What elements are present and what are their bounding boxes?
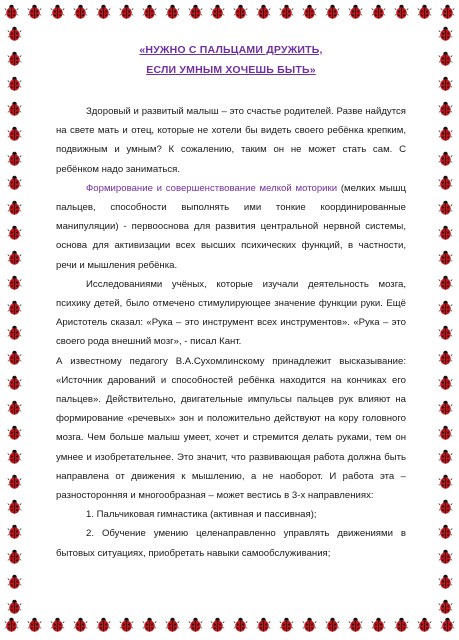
ladybug-icon: [210, 4, 225, 24]
ladybug-icon: [7, 250, 22, 265]
ladybug-icon: [188, 4, 203, 24]
ladybug-icon: [7, 400, 22, 415]
ladybug-icon: [371, 617, 386, 637]
ladybug-icon: [4, 617, 19, 637]
ladybug-icon: [4, 4, 19, 24]
ladybug-icon: [7, 574, 22, 589]
ladybug-icon: [438, 549, 453, 564]
paragraph-motor-skills-text: (мелких мышц пальцев, способности выполнять ими тонкие координированные манипуляции) - первооснова для развития центральной нервной системы, основа для активизации всех высших психических функций, в частности, речи и мышления ребёнка.: [56, 182, 406, 271]
ladybug-icon: [438, 599, 453, 614]
ladybug-border-bottom: [0, 617, 459, 637]
ladybug-icon: [7, 499, 22, 514]
list-item: 1. Пальчиковая гимнастика (активная и пассивная);: [86, 509, 317, 521]
ladybug-border-left: [4, 26, 24, 614]
ladybug-icon: [438, 474, 453, 489]
ladybug-icon: [348, 617, 363, 637]
paragraph-motor-skills: [56, 179, 406, 275]
ladybug-icon: [438, 425, 453, 440]
ladybug-icon: [7, 26, 22, 41]
ladybug-icon: [256, 4, 271, 24]
ladybug-icon: [188, 617, 203, 637]
ladybug-icon: [438, 126, 453, 141]
ladybug-icon: [119, 4, 134, 24]
ladybug-icon: [7, 101, 22, 116]
ladybug-icon: [302, 617, 317, 637]
ladybug-icon: [348, 4, 363, 24]
ladybug-icon: [438, 225, 453, 240]
ladybug-icon: [7, 549, 22, 564]
ladybug-icon: [302, 4, 317, 24]
title-line-2: ЕСЛИ УМНЫМ ХОЧЕШЬ БЫТЬ»: [146, 64, 316, 76]
ladybug-icon: [233, 617, 248, 637]
ladybug-icon: [438, 200, 453, 215]
ladybug-icon: [438, 76, 453, 91]
list-item: 2. Обучение умению целенаправленно управлять движениями в бытовых ситуациях, приобретать навыки самообслуживания;: [56, 528, 406, 559]
ladybug-icon: [279, 4, 294, 24]
ladybug-icon: [233, 4, 248, 24]
ladybug-icon: [96, 4, 111, 24]
ladybug-icon: [7, 126, 22, 141]
ladybug-icon: [438, 101, 453, 116]
ladybug-icon: [7, 51, 22, 66]
ladybug-icon: [438, 400, 453, 415]
ladybug-icon: [7, 151, 22, 166]
ladybug-icon: [7, 325, 22, 340]
ladybug-icon: [440, 617, 455, 637]
ladybug-icon: [7, 275, 22, 290]
ladybug-icon: [7, 425, 22, 440]
ladybug-icon: [438, 524, 453, 539]
ladybug-icon: [438, 51, 453, 66]
ladybug-icon: [165, 617, 180, 637]
ladybug-icon: [440, 4, 455, 24]
ladybug-icon: [142, 617, 157, 637]
ladybug-icon: [142, 4, 157, 24]
ladybug-icon: [7, 225, 22, 240]
ladybug-border-top: [0, 4, 459, 24]
ladybug-icon: [417, 617, 432, 637]
ladybug-icon: [417, 4, 432, 24]
ladybug-icon: [210, 617, 225, 637]
ladybug-icon: [7, 599, 22, 614]
ladybug-icon: [438, 26, 453, 41]
ladybug-icon: [438, 449, 453, 464]
ladybug-icon: [119, 617, 134, 637]
paragraph-research: Исследованиями учёных, которые изучали деятельность мозга, психику детей, было отмечено стимулирующее значение функции руки. Ещё Аристотель сказал: «Рука – это инструмент всех инструментов». «Рука – это своего рода внешний мозг», - писал Кант.: [56, 278, 406, 348]
ladybug-icon: [7, 76, 22, 91]
ladybug-icon: [438, 499, 453, 514]
ladybug-icon: [73, 617, 88, 637]
ladybug-icon: [96, 617, 111, 637]
ladybug-icon: [394, 617, 409, 637]
ladybug-icon: [371, 4, 386, 24]
ladybug-icon: [438, 250, 453, 265]
ladybug-icon: [438, 350, 453, 365]
title-line-1: «НУЖНО С ПАЛЬЦАМИ ДРУЖИТЬ,: [139, 44, 323, 56]
ladybug-icon: [73, 4, 88, 24]
ladybug-icon: [7, 474, 22, 489]
ladybug-icon: [394, 4, 409, 24]
article-text: [56, 102, 406, 563]
ladybug-icon: [7, 300, 22, 315]
ladybug-icon: [438, 275, 453, 290]
ladybug-icon: [279, 617, 294, 637]
ladybug-icon: [7, 200, 22, 215]
ladybug-icon: [7, 524, 22, 539]
ladybug-icon: [256, 617, 271, 637]
ladybug-icon: [438, 325, 453, 340]
ladybug-icon: [438, 300, 453, 315]
ladybug-icon: [7, 175, 22, 190]
ladybug-icon: [438, 175, 453, 190]
ladybug-icon: [325, 617, 340, 637]
ladybug-icon: [7, 449, 22, 464]
highlighted-phrase: Формирование и совершенствование мелкой моторики: [86, 182, 338, 194]
ladybug-icon: [438, 375, 453, 390]
ladybug-icon: [7, 350, 22, 365]
ladybug-icon: [27, 4, 42, 24]
paragraph-sukhomlinsky: А известному педагогу В.А.Сухомлинскому принадлежит высказывание: «Источник дарований и способностей ребёнка находится на кончиках его пальцев». Действительно, двигательные импульсы пальцев рук влияют на формирование «речевых» зон и положительно действуют на кору головного мозга. Чем больше малыш умеет, хочет и стремится делать руками, тем он умнее и изобретательнее. Это значит, что развивающая работа должна быть направлена от движения к мышлению, а не наоборот. И работа эта – разносторонняя и многообразная – может вестись в 3-х направлениях:: [56, 355, 406, 502]
ladybug-icon: [27, 617, 42, 637]
ladybug-icon: [7, 375, 22, 390]
ladybug-icon: [438, 574, 453, 589]
ladybug-icon: [438, 151, 453, 166]
document-body: [56, 40, 406, 563]
page-title: [56, 40, 406, 80]
ladybug-border-right: [435, 26, 455, 614]
ladybug-icon: [50, 4, 65, 24]
paragraph-intro: Здоровый и развитый малыш – это счастье родителей. Разве найдутся на свете мать и отец, которые не хотели бы видеть своего ребёнка крепким, подвижным и умным? К сожалению, таким он не может стать сам. С ребёнком надо заниматься.: [56, 106, 406, 175]
ladybug-icon: [50, 617, 65, 637]
ladybug-icon: [325, 4, 340, 24]
ladybug-icon: [165, 4, 180, 24]
